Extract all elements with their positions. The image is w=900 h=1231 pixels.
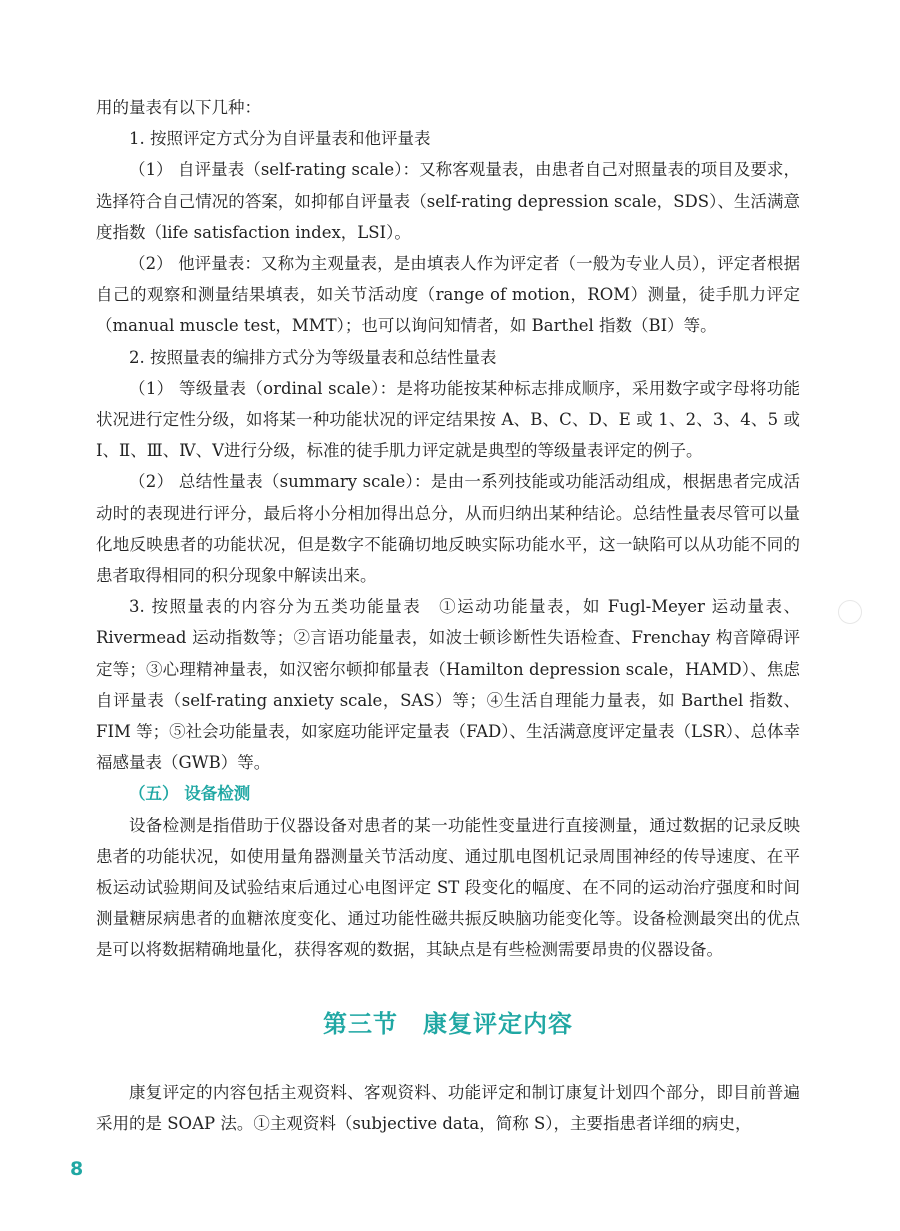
paragraph-content-scales: 3. 按照量表的内容分为五类功能量表 ①运动功能量表，如 Fugl-Meyer 运动量表、Rivermead 运动指数等；②言语功能量表，如波士顿诊断性失语检查、Frenchay 构音障碍评定等；③心理精神量表，如汉密尔顿抑郁量表（Hamilton depression scale，HAMD）、焦虑自评量表（self-rating anxiety scale，SAS）等；④生活自理能力量表，如 Barthel 指数、FIM 等；⑤社会功能量表，如家庭功能评定量表（FAD）、生活满意度评定量表（LSR）、总体幸福感量表（GWB）等。: [96, 597, 801, 773]
margin-circle-mark: [838, 600, 862, 624]
paragraph-self-rating: （1） 自评量表（self-rating scale）：又称客观量表，由患者自己对照量表的项目及要求，选择符合自己情况的答案，如抑郁自评量表（self-rating depression scale，SDS）、生活满意度指数（life satisfaction index，LSI）。: [96, 160, 800, 242]
paragraph-summary-scale: （2） 总结性量表（summary scale）：是由一系列技能或功能活动组成，根据患者完成活动时的表现进行评分，最后将小分相加得出总分，从而归纳出某种结论。总结性量表尽管可以量化地反映患者的功能状况，但是数字不能确切地反映实际功能水平，这一缺陷可以从功能不同的患者取得相同的积分现象中解读出来。: [96, 472, 800, 586]
item-heading-2: 2. 按照量表的编排方式分为等级量表和总结性量表: [129, 347, 497, 367]
paragraph-other-rating: （2） 他评量表：又称为主观量表，是由填表人作为评定者（一般为专业人员），评定者根据自己的观察和测量结果填表，如关节活动度（range of motion，ROM）测量，徒手肌力评定（manual muscle test，MMT）；也可以询问知情者，如 Barthel 指数（BI）等。: [96, 254, 800, 336]
paragraph-ordinal-scale: （1） 等级量表（ordinal scale）：是将功能按某种标志排成顺序，采用数字或字母将功能状况进行定性分级，如将某一种功能状况的评定结果按 A、B、C、D、E 或 1、2、3、4、5 或 Ⅰ、Ⅱ、Ⅲ、Ⅳ、Ⅴ进行分级，标准的徒手肌力评定就是典型的等级量表评定的例子。: [96, 378, 806, 461]
paragraph-soap: 康复评定的内容包括主观资料、客观资料、功能评定和制订康复计划四个部分，即目前普遍采用的是 SOAP 法。①主观资料（subjective data，简称 S），主要指患者详细的病史，: [96, 1082, 800, 1133]
page-content: [96, 92, 806, 1139]
paragraph-equipment: 设备检测是指借助于仪器设备对患者的某一功能性变量进行直接测量，通过数据的记录反映患者的功能状况，如使用量角器测量关节活动度、通过肌电图机记录周围神经的传导速度、在平板运动试验期间及试验结束后通过心电图评定 ST 段变化的幅度、在不同的运动治疗强度和时间测量糖尿病患者的血糖浓度变化、通过功能性磁共振反映脑功能变化等。设备检测最突出的优点是可以将数据精确地量化，获得客观的数据，其缺点是有些检测需要昂贵的仪器设备。: [96, 815, 800, 960]
item-heading-1: 1. 按照评定方式分为自评量表和他评量表: [129, 129, 431, 149]
page-number: 8: [70, 1158, 84, 1180]
paragraph-intro: 用的量表有以下几种：: [96, 98, 261, 117]
subheading-equipment: （五） 设备检测: [129, 784, 251, 804]
section-title: 第三节 康复评定内容: [323, 1009, 573, 1038]
